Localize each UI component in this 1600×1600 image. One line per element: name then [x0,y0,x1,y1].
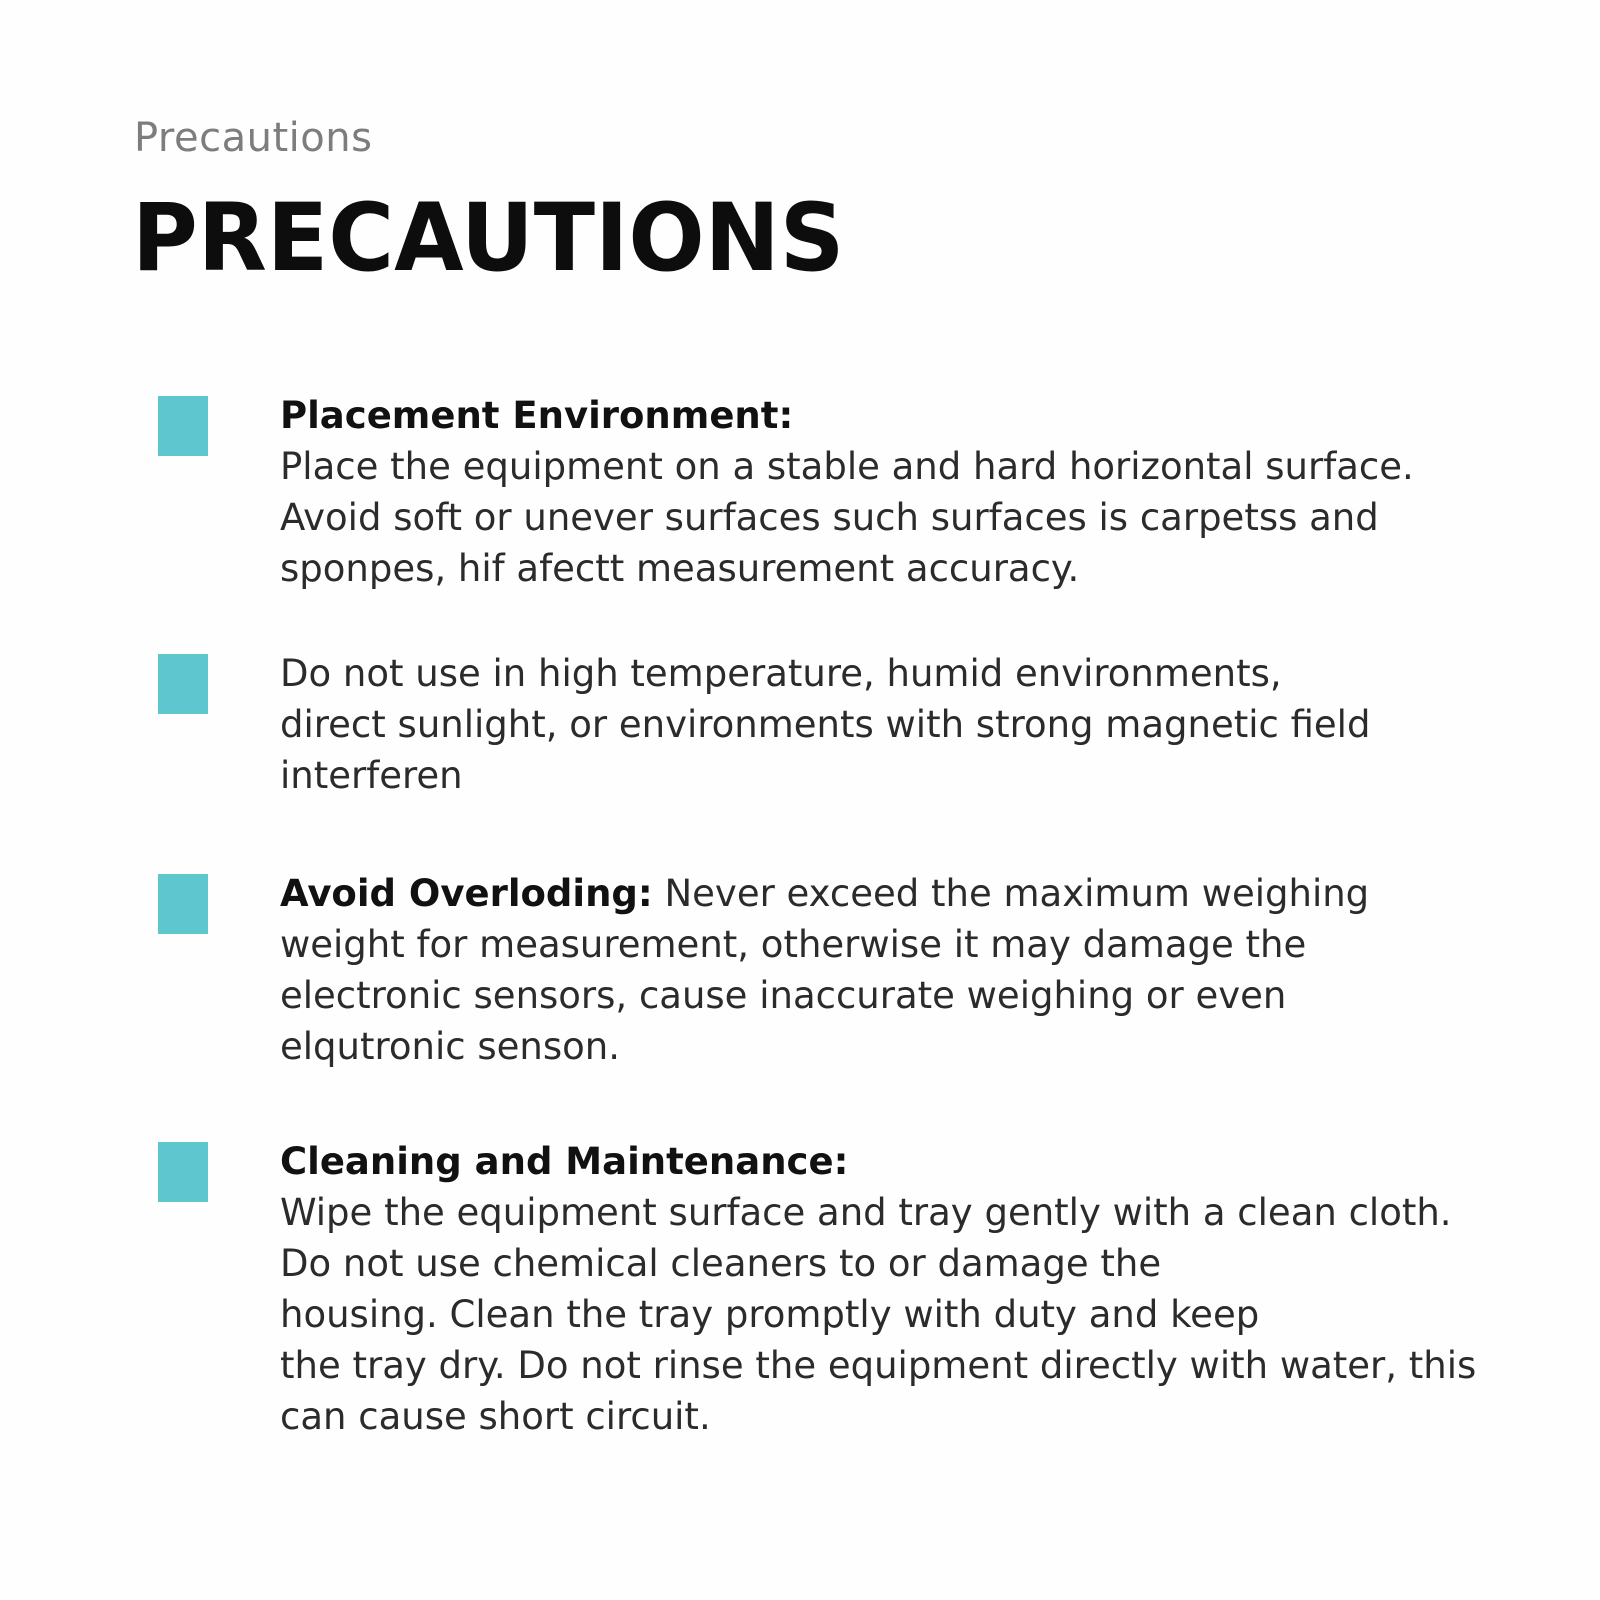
precaution-line: Place the equipment on a stable and hard horizontal surface. [280,445,1414,488]
precaution-line-rest: Never exceed the maximum weighing [652,872,1370,915]
precaution-line: Do not use in high temperature, humid environments, [280,652,1282,695]
precaution-line: electronic sensors, cause inaccurate weighing or even [280,974,1287,1017]
precaution-line: Do not use chemical cleaners to or damage the [280,1242,1162,1285]
precaution-line: sponpes, hif afectt measurement accuracy. [280,547,1080,590]
precaution-heading: Avoid Overloding: [280,872,653,915]
precaution-text [280,868,1470,1072]
precaution-line: housing. Clean the tray promptly with duty and keep [280,1293,1260,1336]
precaution-line: elqutronic senson. [280,1025,620,1068]
precaution-first-line [280,868,1470,919]
precaution-line: weight for measurement, otherwise it may damage the [280,923,1307,966]
precaution-line: Wipe the equipment surface and tray gently with a clean cloth. [280,1191,1452,1234]
precaution-line: Avoid soft or unever surfaces such surfaces is carpetss and [280,496,1379,539]
bullet-square-icon [158,396,208,456]
precaution-heading: Cleaning and Maintenance: [280,1140,849,1183]
page-title: PRECAUTIONS [132,184,845,293]
page-subtitle: Precautions [134,115,373,161]
precaution-line: direct sunlight, or environments with strong magnetic field [280,703,1371,746]
precaution-text [280,648,1470,801]
bullet-square-icon [158,654,208,714]
bullet-square-icon [158,1142,208,1202]
precaution-line: interferen [280,754,463,797]
precaution-text [280,390,1470,594]
precaution-line: can cause short circuit. [280,1395,711,1438]
precaution-line: the tray dry. Do not rinse the equipment directly with water, this [280,1344,1477,1387]
precaution-text [280,1136,1477,1442]
bullet-square-icon [158,874,208,934]
precaution-heading: Placement Environment: [280,394,794,437]
